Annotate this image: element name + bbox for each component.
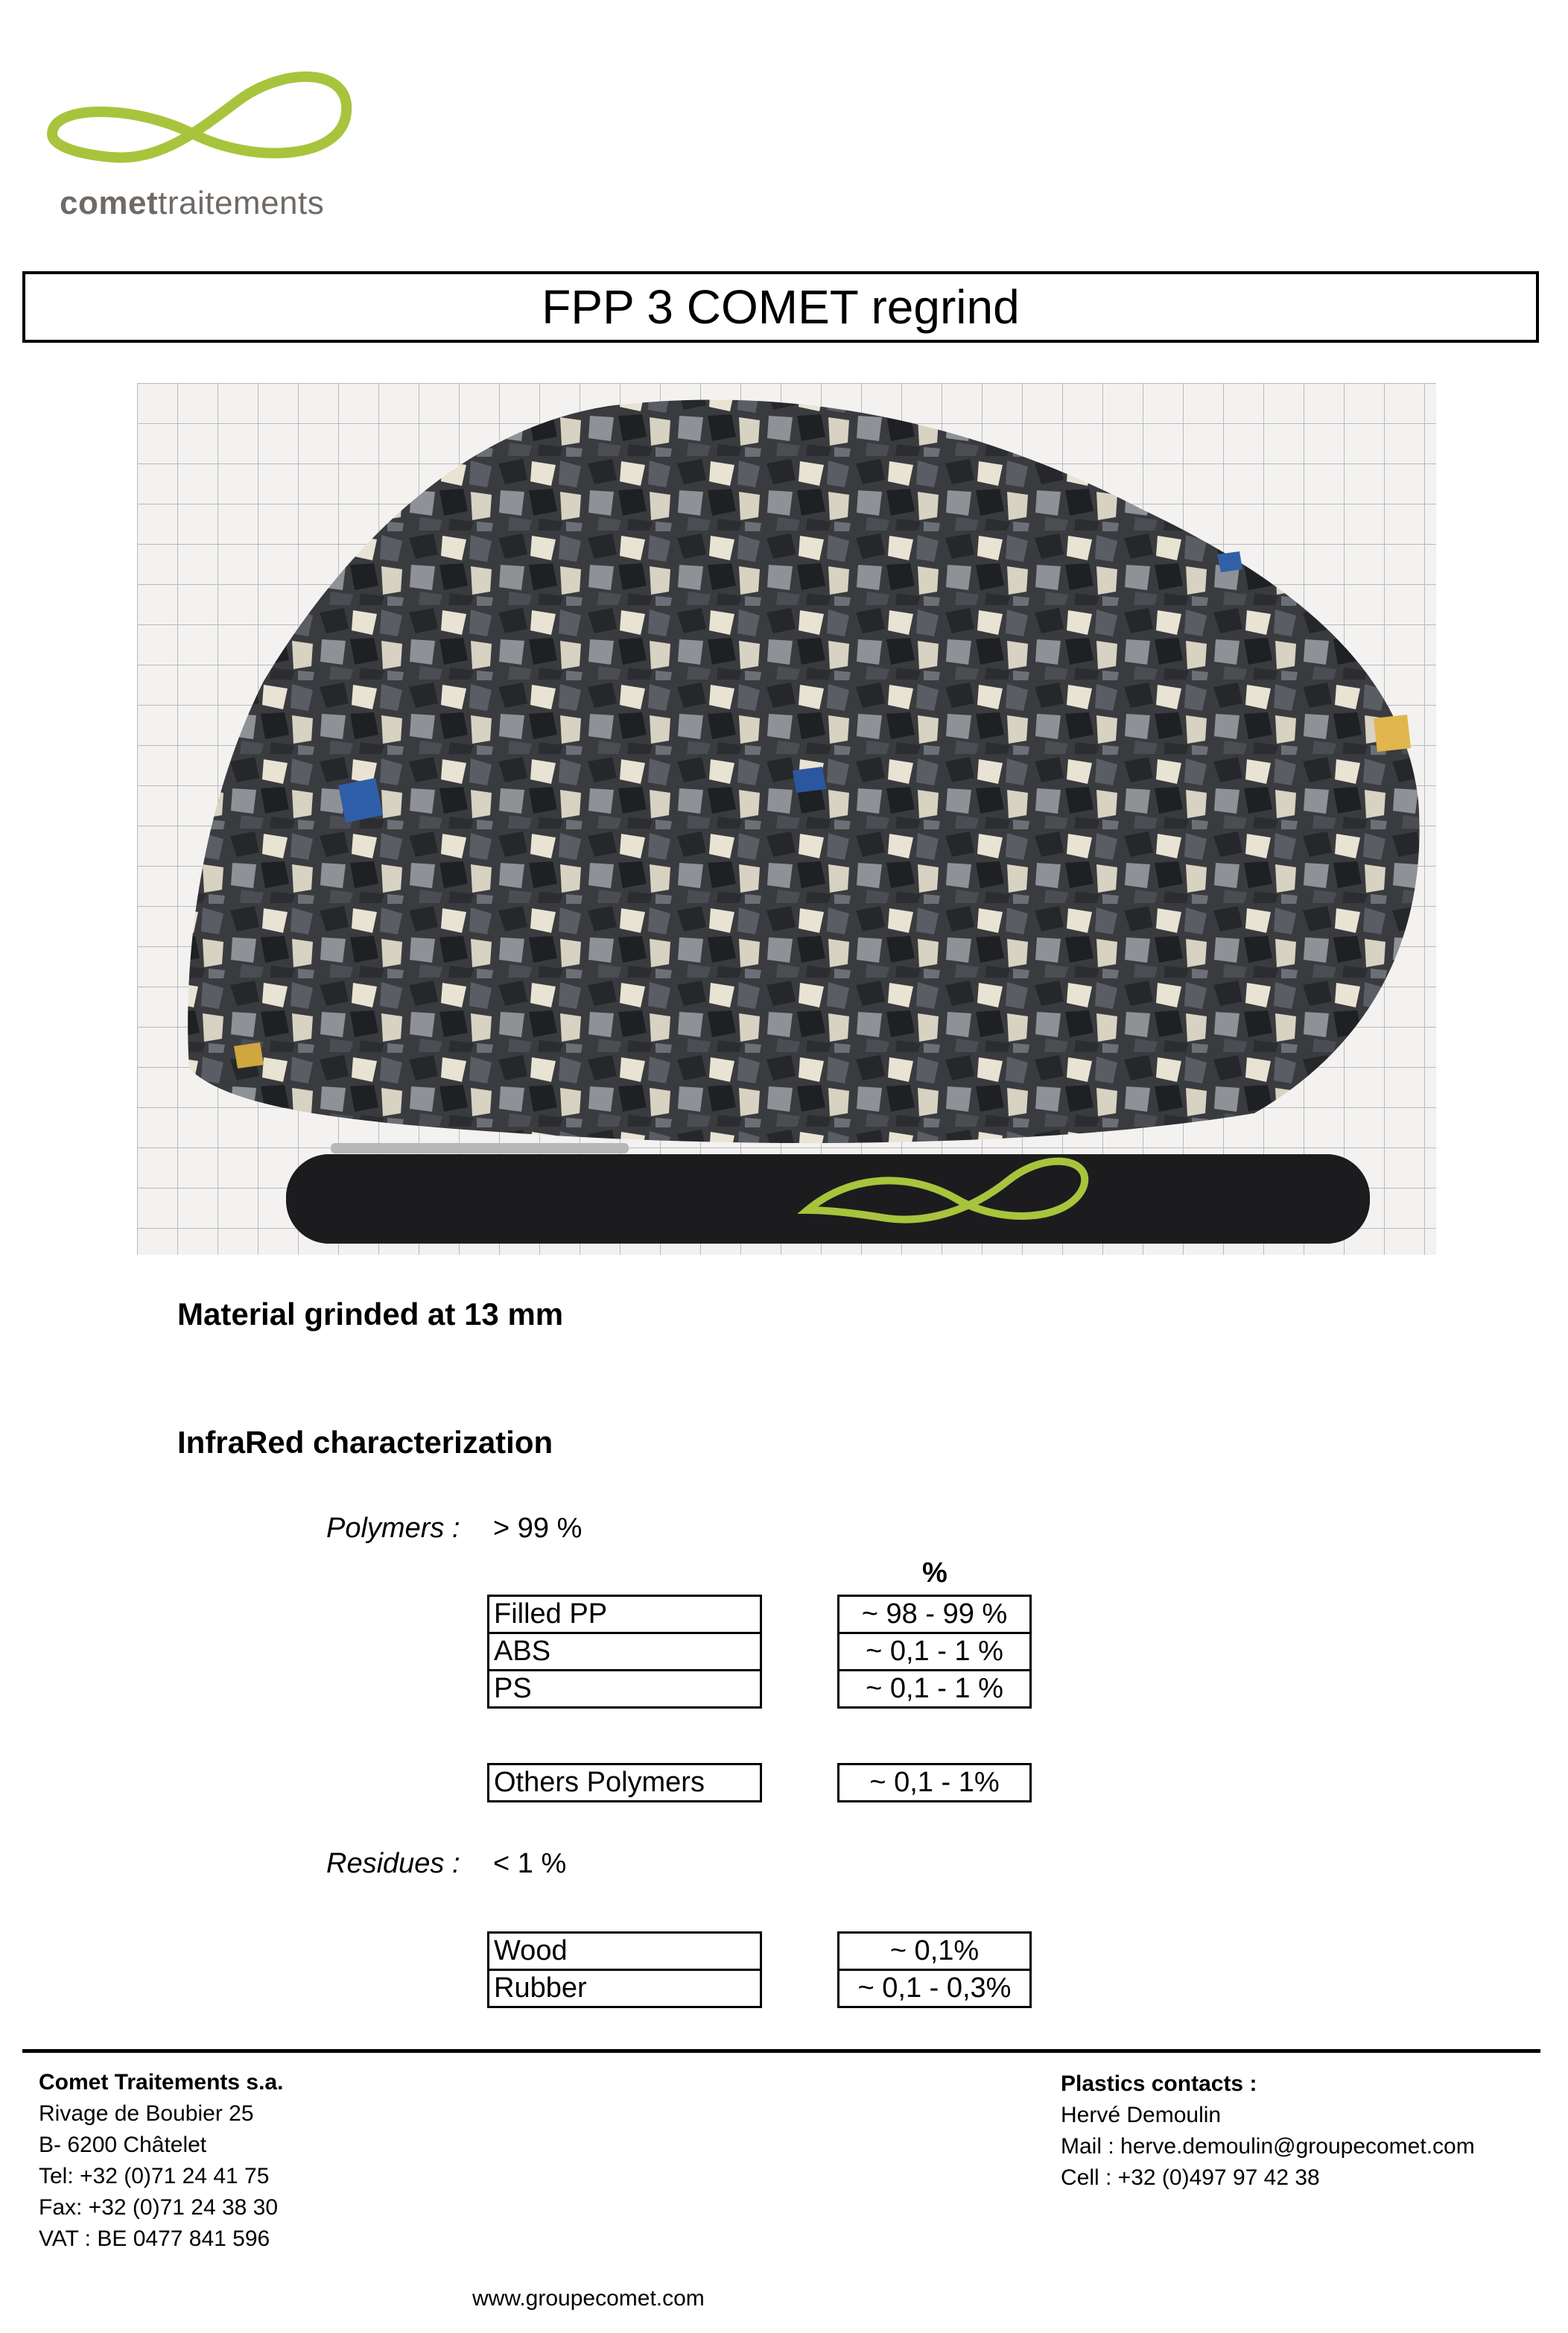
residue-name: Rubber [489, 1970, 761, 2007]
residues-value: < 1 % [493, 1848, 567, 1879]
infrared-heading: InfraRed characterization [177, 1425, 553, 1460]
infinity-logo-icon [45, 60, 358, 171]
logo-wordmark: comettraitements [60, 185, 325, 221]
others-polymers-name: Others Polymers [489, 1764, 761, 1802]
table-row [839, 1671, 1031, 1708]
grinding-size-heading: Material grinded at 13 mm [177, 1297, 564, 1332]
table-row [839, 1764, 1031, 1802]
residue-value: ~ 0,1% [839, 1933, 1031, 1970]
polymer-name: Filled PP [489, 1596, 761, 1633]
residue-name: Wood [489, 1933, 761, 1970]
website-link[interactable]: www.groupecomet.com [472, 2286, 705, 2311]
others-polymers-value: ~ 0,1 - 1% [839, 1764, 1031, 1802]
table-row [489, 1633, 761, 1671]
contacts-title: Plastics contacts : [1061, 2071, 1257, 2096]
polymer-name: PS [489, 1671, 761, 1708]
table-row [489, 1970, 761, 2007]
company-logo [45, 60, 358, 171]
polymer-value: ~ 0,1 - 1 % [839, 1633, 1031, 1671]
table-row [489, 1671, 761, 1708]
table-row [839, 1933, 1031, 1970]
polymers-names-table [487, 1595, 762, 1709]
footer-divider [22, 2049, 1540, 2053]
polymers-values-table [837, 1595, 1032, 1709]
polymers-value: > 99 % [493, 1513, 583, 1544]
company-name: Comet Traitements s.a. [39, 2070, 284, 2095]
table-row [839, 1970, 1031, 2007]
table-row [489, 1933, 761, 1970]
residue-value: ~ 0,1 - 0,3% [839, 1970, 1031, 2007]
table-row [839, 1633, 1031, 1671]
polymer-value: ~ 0,1 - 1 % [839, 1671, 1031, 1708]
table-row [489, 1596, 761, 1633]
address-line-2: B- 6200 Châtelet [39, 2133, 207, 2157]
polymer-name: ABS [489, 1633, 761, 1671]
material-photo [137, 383, 1436, 1255]
contact-cell: Cell : +32 (0)497 97 42 38 [1061, 2165, 1320, 2190]
document-title: FPP 3 COMET regrind [542, 280, 1020, 334]
polymers-label: Polymers : [326, 1513, 460, 1544]
others-value-table [837, 1763, 1032, 1802]
table-row [489, 1764, 761, 1802]
fax: Fax: +32 (0)71 24 38 30 [39, 2195, 279, 2220]
address-line-1: Rivage de Boubier 25 [39, 2101, 254, 2126]
percent-column-header: % [922, 1557, 948, 1589]
document-title-box [22, 271, 1539, 343]
polymer-value: ~ 98 - 99 % [839, 1596, 1031, 1633]
residues-values-table [837, 1931, 1032, 2008]
vat-number: VAT : BE 0477 841 596 [39, 2226, 270, 2251]
residues-names-table [487, 1931, 762, 2008]
telephone: Tel: +32 (0)71 24 41 75 [39, 2164, 270, 2188]
company-address-block [39, 2067, 283, 2255]
plastics-contacts-block [1061, 2068, 1475, 2194]
contact-email[interactable]: Mail : herve.demoulin@groupecomet.com [1061, 2134, 1475, 2159]
residues-label: Residues : [326, 1848, 460, 1879]
others-name-table [487, 1763, 762, 1802]
table-row [839, 1596, 1031, 1633]
contact-name: Hervé Demoulin [1061, 2103, 1222, 2127]
